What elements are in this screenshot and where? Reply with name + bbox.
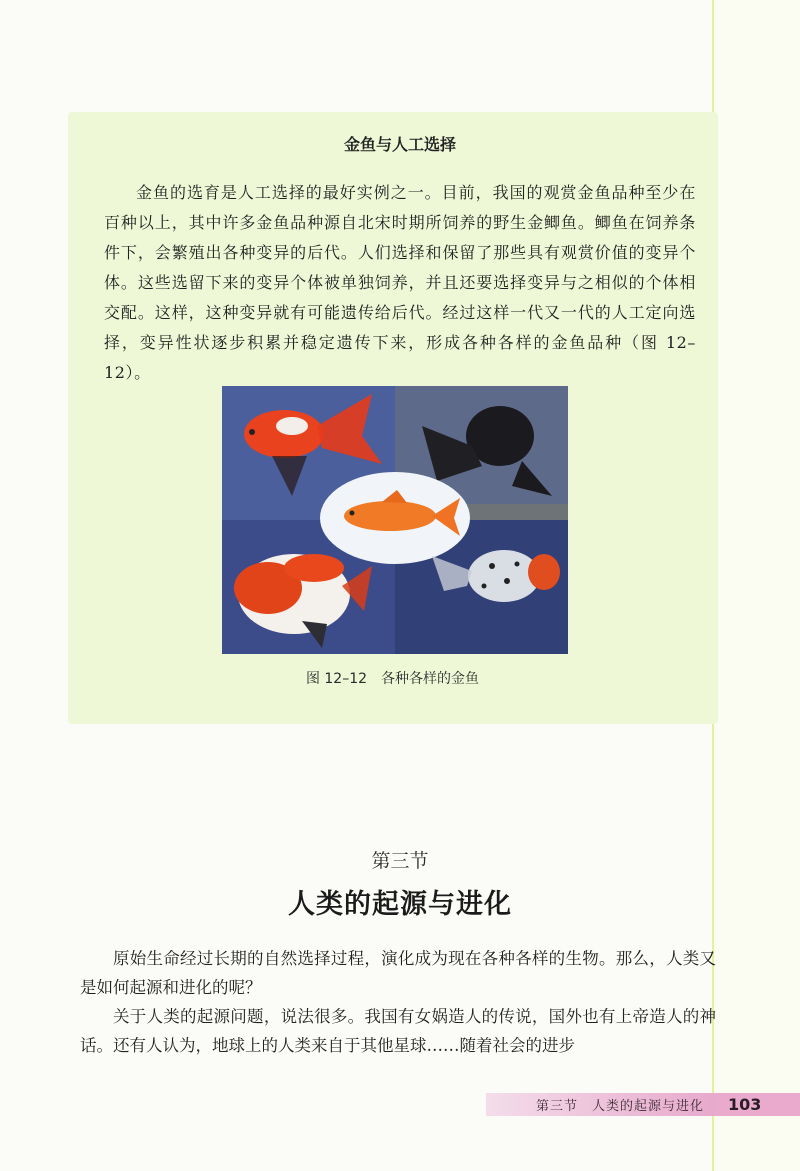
body-paragraph: 原始生命经过长期的自然选择过程，演化成为现在各种各样的生物。那么，人类又是如何起源和进化的呢？ (80, 949, 716, 997)
goldfish-figure (222, 386, 568, 654)
box-paragraph: 金鱼的选育是人工选择的最好实例之一。目前，我国的观赏金鱼品种至少在百种以上，其中许多金鱼品种源自北宋时期所饲养的野生金鲫鱼。鲫鱼在饲养条件下，会繁殖出各种变异的后代。人们选择和保留了那些具有观赏价值的变异个体。这些选留下来的变异个体被单独饲养，并且还要选择变异与之相似的个体相交配。这样，这种变异就有可能遗传给后代。经过这样一代又一代的人工定向选择，变异性状逐步积累并稳定遗传下来，形成各种各样的金鱼品种（图 12–12）。 (104, 183, 696, 382)
figure-caption: 图 12–12 各种各样的金鱼 (305, 671, 480, 687)
page-edge-band (714, 0, 800, 1171)
page-number: 103 (714, 1093, 800, 1116)
running-head (486, 1093, 714, 1116)
section-title: 人类的起源与进化 (288, 889, 512, 920)
body-text (80, 944, 716, 1060)
body-paragraph: 关于人类的起源问题，说法很多。我国有女娲造人的传说，国外也有上帝造人的神话。还有人认为，地球上的人类来自于其他星球……随着社会的进步 (80, 1007, 716, 1055)
section-number: 第三节 (371, 850, 429, 872)
goldfish-photo-collage (222, 386, 568, 654)
running-head-text: 第三节 人类的起源与进化 (535, 1099, 704, 1114)
box-title: 金鱼与人工选择 (343, 135, 456, 154)
